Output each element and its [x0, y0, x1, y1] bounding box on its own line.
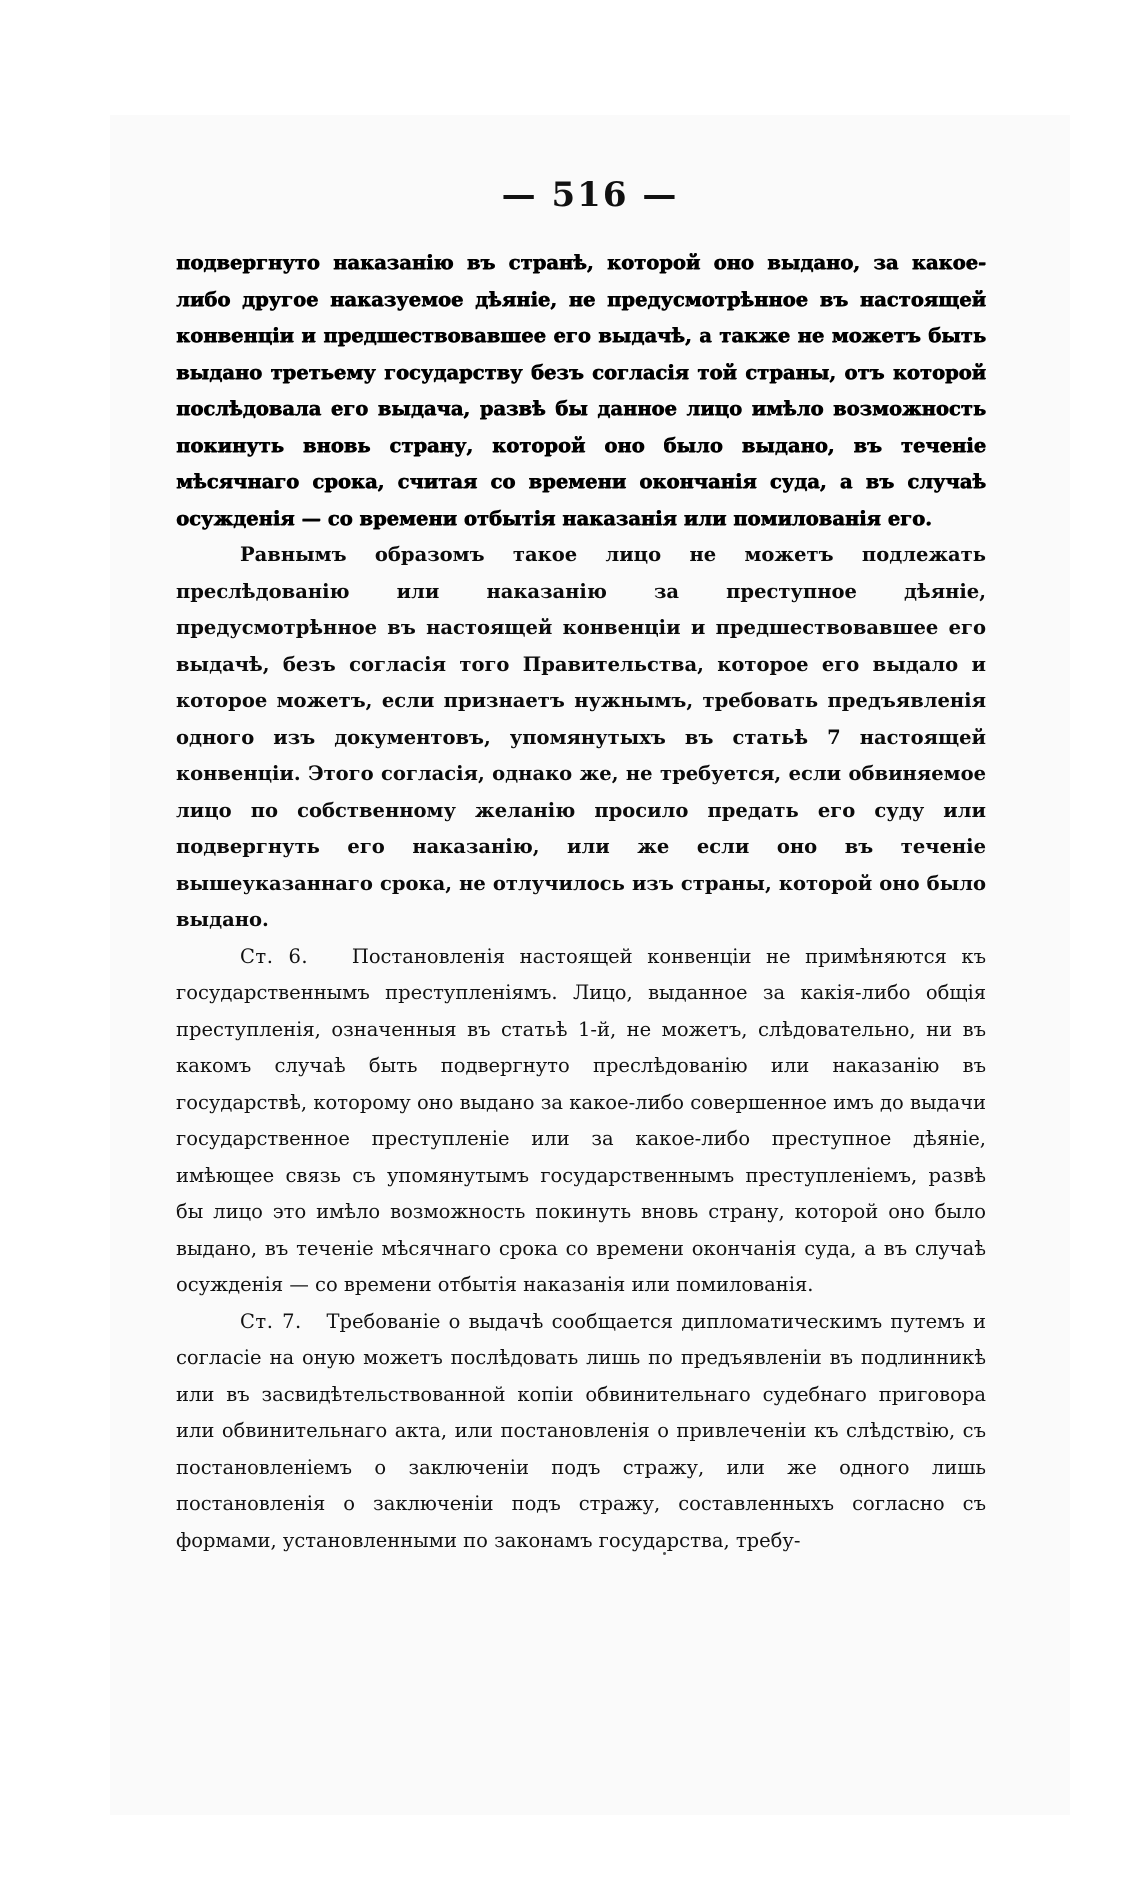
- article-6: [176, 939, 986, 1304]
- page-text: [176, 245, 986, 1559]
- page-number: — 516 —: [501, 175, 679, 215]
- paragraph-continuation: подвергнуто наказанію въ странѣ, которой оно выдано, за какое-либо другое наказуемое дѣяніе, не предусмотрѣнное въ настоящей конвенціи и предшествовавшее его выдачѣ, а также не можетъ быть выдано третьему государству безъ согласія той страны, отъ которой послѣдовала его выдача, развѣ бы данное лицо имѣло возможность покинуть вновь страну, которой оно было выдано, въ теченіе мѣсячнаго срока, считая со времени окончанія суда, а въ случаѣ осужденія — со времени отбытія наказанія или помилованія его.: [176, 251, 986, 530]
- print-speck: [663, 1552, 666, 1555]
- article-7-number: Ст. 7.: [240, 1309, 302, 1333]
- paragraph-equally: Равнымъ образомъ такое лицо не можетъ подлежать преслѣдованію или наказанію за преступное дѣяніе, предусмотрѣнное въ настоящей конвенціи и предшествовавшее его выдачѣ, безъ согласія того Правительства, которое его выдало и которое можетъ, если признаетъ нужнымъ, требовать предъявленія одного изъ документовъ, упомянутыхъ въ статьѣ 7 настоящей конвенціи. Этого согласія, однако же, не требуется, если обвиняемое лицо по собственному желанію просило предать его суду или подвергнуть его наказанію, или же если оно въ теченіе вышеуказаннаго срока, не отлучилось изъ страны, которой оно было выдано.: [176, 543, 986, 931]
- article-6-text: Постановленія настоящей конвенціи не примѣняются къ государственнымъ преступленіямъ. Лицо, выданное за какія-либо общія преступленія, означенныя въ статьѣ 1-й, не можетъ, слѣдовательно, ни въ какомъ случаѣ быть подвергнуто преслѣдованію или наказанію въ государствѣ, которому оно выдано за какое-либо совершенное имъ до выдачи государственное преступленіе или за какое-либо преступное дѣяніе, имѣющее связь съ упомянутымъ государственнымъ преступленіемъ, развѣ бы лицо это имѣло возможность покинуть вновь страну, которой оно было выдано, въ теченіе мѣсячнаго срока со времени окончанія суда, а въ случаѣ осужденія — со времени отбытія наказанія или помилованія.: [176, 944, 986, 1296]
- article-6-number: Ст. 6.: [240, 944, 309, 968]
- book-page: [110, 115, 1070, 1815]
- article-7-text: Требованіе о выдачѣ сообщается дипломатическимъ путемъ и согласіе на оную можетъ послѣдовать лишь по предъявленіи въ подлинникѣ или въ засвидѣтельствованной копіи обвинительнаго судебнаго приговора или обвинительнаго акта, или постановленія о привлеченіи къ слѣдствію, съ постановленіемъ о заключеніи подъ стражу, или же одного лишь постановленія о заключеніи подъ стражу, составленныхъ согласно съ формами, установленными по законамъ государства, требу-: [176, 1309, 986, 1552]
- article-7: [176, 1304, 986, 1560]
